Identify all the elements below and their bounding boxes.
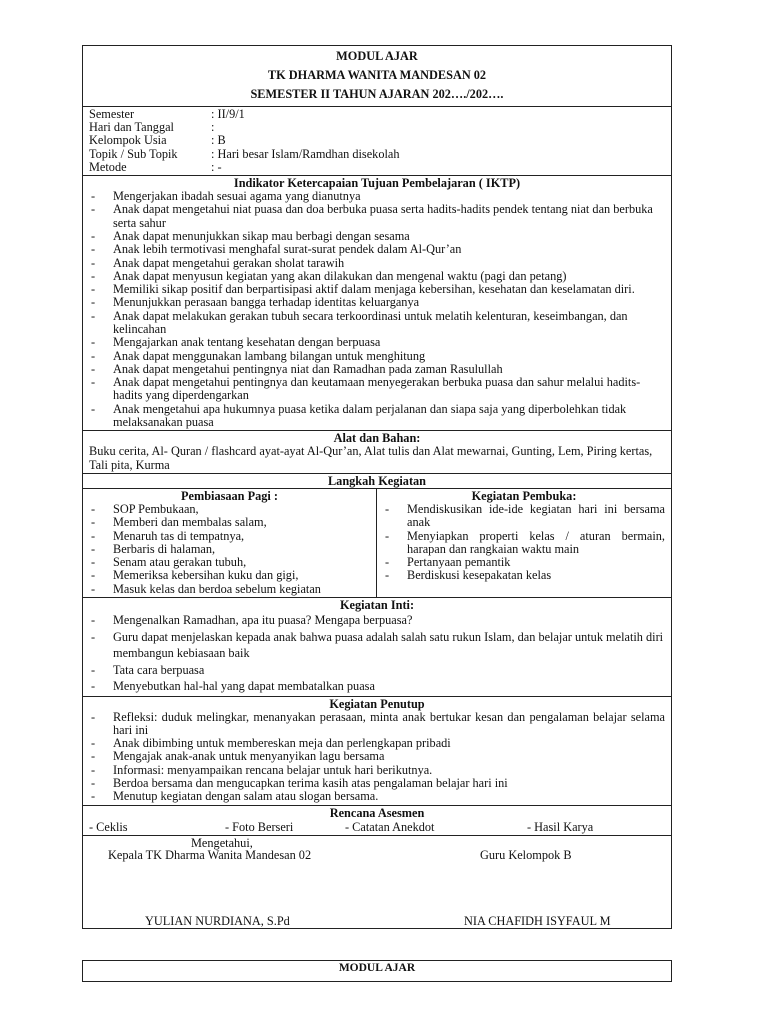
list-item: - Anak lebih termotivasi menghafal surat-surat pendek dalam Al-Qur’an <box>89 243 665 256</box>
list-item: - Mengenalkan Ramadhan, apa itu puasa? Mengapa berpuasa? <box>89 612 665 629</box>
pembiasaan-title: Pembiasaan Pagi : <box>180 488 278 503</box>
asesmen-row <box>83 820 671 835</box>
asesmen-section <box>83 805 671 835</box>
guru-title: Guru Kelompok B <box>480 847 572 862</box>
next-page-title: MODUL AJAR <box>338 962 416 974</box>
list-item: - Menunjukkan perasaan bangga terhadap identitas keluarganya <box>89 296 665 309</box>
document-title: MODUL AJAR <box>336 49 418 63</box>
list-item: - Mengerjakan ibadah sesuai agama yang dianutnya <box>89 190 665 203</box>
info-value: : - <box>211 159 222 174</box>
list-item: - Memberi dan membalas salam, <box>89 516 370 529</box>
pembiasaan-column <box>83 489 377 597</box>
asesmen-title: Rencana Asesmen <box>329 805 425 820</box>
list-item: - Berbaris di halaman, <box>89 543 370 556</box>
list-item: - Refleksi: duduk melingkar, menanyakan perasaan, minta anak bertukar kesan dan pengalaman belajar selama hari ini <box>89 711 665 738</box>
info-value: : B <box>211 133 226 148</box>
info-value: : II/9/1 <box>211 107 245 121</box>
asesmen-item: - Ceklis <box>89 819 128 834</box>
list-item: - Anak dapat mengetahui pentingnya dan keutamaan menyegerakan berbuka puasa dan sahur melalui hadits-hadits yang diperdengarkan <box>89 376 665 403</box>
penutup-title: Kegiatan Penutup <box>329 696 425 711</box>
iktp-list <box>83 190 671 430</box>
iktp-section <box>83 175 671 430</box>
pembuka-column <box>377 489 671 597</box>
langkah-section <box>83 473 671 597</box>
list-item: - Memeriksa kebersihan kuku dan gigi, <box>89 569 370 582</box>
list-item: - Mengajak anak-anak untuk menyanyikan lagu bersama <box>89 750 665 763</box>
kepala-name: YULIAN NURDIANA, S.Pd <box>145 913 290 928</box>
asesmen-item: - Hasil Karya <box>527 819 594 834</box>
list-item: - Menutup kegiatan dengan salam atau slogan bersama. <box>89 790 665 803</box>
pembuka-title: Kegiatan Pembuka: <box>471 488 577 503</box>
info-value: : <box>211 120 215 135</box>
next-page-header <box>82 960 672 982</box>
asesmen-item: - Catatan Anekdot <box>345 819 435 834</box>
kepala-title: Kepala TK Dharma Wanita Mandesan 02 <box>108 847 312 862</box>
list-item: - SOP Pembukaan, <box>89 503 370 516</box>
asesmen-item: - Foto Berseri <box>225 819 294 834</box>
info-label: Hari dan Tanggal <box>89 120 174 135</box>
list-item: - Masuk kelas dan berdoa sebelum kegiatan <box>89 583 370 596</box>
list-item: - Anak dapat menyusun kegiatan yang akan dilakukan dan mengenal waktu (pagi dan petang) <box>89 270 665 283</box>
info-label: Topik / Sub Topik <box>89 146 178 161</box>
info-row <box>89 121 665 134</box>
list-item: - Menyiapkan properti kelas / aturan bermain, harapan dan rangkaian waktu main <box>383 530 665 557</box>
langkah-columns <box>83 488 671 597</box>
penutup-list <box>83 711 671 805</box>
list-item: - Guru dapat menjelaskan kepada anak bahwa puasa adalah salah satu rukun Islam, dan belajar untuk melatih diri membangun kebiasaan baik <box>89 629 665 662</box>
school-name: TK DHARMA WANITA MANDESAN 02 <box>267 68 487 82</box>
info-value: : Hari besar Islam/Ramdhan disekolah <box>211 146 400 161</box>
list-item: - Mendiskusikan ide-ide kegiatan hari ini bersama anak <box>383 503 665 530</box>
info-label: Metode <box>89 159 127 174</box>
list-item: - Anak dapat mengetahui pentingnya niat dan Ramadhan pada zaman Rasulullah <box>89 363 665 376</box>
info-row <box>89 108 665 121</box>
list-item: - Senam atau gerakan tubuh, <box>89 556 370 569</box>
list-item: - Anak dapat menggunakan lambang bilangan untuk menghitung <box>89 350 665 363</box>
lesson-plan-table <box>82 45 672 929</box>
list-item: - Berdoa bersama dan mengucapkan terima kasih atas pengalaman belajar hari ini <box>89 777 665 790</box>
list-item: - Pertanyaan pemantik <box>383 556 665 569</box>
list-item: - Informasi: menyampaikan rencana belajar untuk hari berikutnya. <box>89 764 665 777</box>
info-section <box>83 106 671 175</box>
list-item: - Tata cara berpuasa <box>89 662 665 679</box>
pembiasaan-list <box>83 503 376 597</box>
list-item: - Berdiskusi kesepakatan kelas <box>383 569 665 582</box>
pembuka-list <box>377 503 671 584</box>
info-row <box>89 161 665 174</box>
mengetahui-label: Mengetahui, <box>191 835 253 850</box>
list-item: - Menaruh tas di tempatnya, <box>89 530 370 543</box>
guru-name: NIA CHAFIDH ISYFAUL M <box>464 913 611 928</box>
info-row <box>89 134 665 147</box>
list-item: - Anak mengetahui apa hukumnya puasa ketika dalam perjalanan dan siapa saja yang diperbolehkan tidak melaksanakan puasa <box>89 403 665 430</box>
inti-title: Kegiatan Inti: <box>339 598 415 613</box>
langkah-title: Langkah Kegiatan <box>327 473 427 488</box>
list-item: - Anak dapat menunjukkan sikap mau berbagi dengan sesama <box>89 230 665 243</box>
list-item: - Mengajarkan anak tentang kesehatan dengan berpuasa <box>89 336 665 349</box>
signature-section <box>83 835 671 928</box>
penutup-section <box>83 696 671 805</box>
iktp-title: Indikator Ketercapaian Tujuan Pembelajaran ( IKTP) <box>233 176 521 191</box>
info-label: Kelompok Usia <box>89 133 167 148</box>
list-item: - Menyebutkan hal-hal yang dapat membatalkan puasa <box>89 678 665 695</box>
list-item: - Anak dapat melakukan gerakan tubuh secara terkoordinasi untuk melatih kelenturan, keseimbangan, dan kelincahan <box>89 310 665 337</box>
inti-list <box>83 612 671 696</box>
semester-line: SEMESTER II TAHUN AJARAN 202…./202…. <box>250 87 504 101</box>
alat-text: Buku cerita, Al- Quran / flashcard ayat-ayat Al-Qur’an, Alat tulis dan Alat mewarnai, Gunting, Lem, Piring kertas, Tali pita, Kurma <box>89 444 653 472</box>
list-item: - Anak dapat mengetahui gerakan sholat tarawih <box>89 257 665 270</box>
alat-title: Alat dan Bahan: <box>333 431 421 446</box>
list-item: - Anak dapat mengetahui niat puasa dan doa berbuka puasa serta hadits-hadits pendek tentang niat dan berbuka serta sahur <box>89 203 665 230</box>
inti-section <box>83 597 671 696</box>
list-item: - Memiliki sikap positif dan berpartisipasi aktif dalam menjaga kebersihan, kesehatan dan keselamatan diri. <box>89 283 665 296</box>
alat-section <box>83 430 671 473</box>
list-item: - Anak dibimbing untuk membereskan meja dan perlengkapan pribadi <box>89 737 665 750</box>
document-header <box>83 46 671 106</box>
info-row <box>89 148 665 161</box>
info-label: Semester <box>89 107 135 121</box>
